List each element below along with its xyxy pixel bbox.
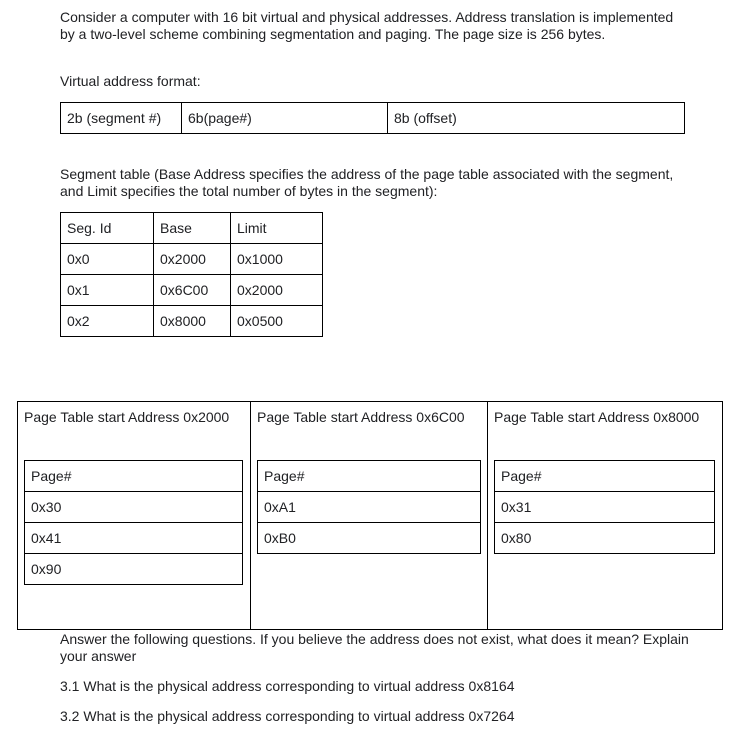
base-cell: 0x2000 [154, 244, 231, 275]
segment-bits-cell: 2b (segment #) [61, 103, 182, 134]
page-table-2-entries [257, 460, 481, 554]
offset-bits-cell: 8b (offset) [388, 103, 685, 134]
page-entry-cell: 0x31 [495, 492, 715, 523]
page-entry-cell: 0x30 [25, 492, 243, 523]
address-format-table [60, 102, 685, 134]
table-row [495, 523, 715, 554]
segment-table [60, 212, 323, 337]
limit-cell: 0x2000 [231, 275, 323, 306]
page-entry-cell: 0x41 [25, 523, 243, 554]
table-row [258, 492, 481, 523]
page-table-3 [487, 402, 722, 629]
header-limit: Limit [231, 213, 323, 244]
seg-id-cell: 0x0 [61, 244, 154, 275]
table-row [25, 492, 243, 523]
limit-cell: 0x1000 [231, 244, 323, 275]
base-cell: 0x6C00 [154, 275, 231, 306]
page-tables-container [17, 401, 723, 630]
base-cell: 0x8000 [154, 306, 231, 337]
table-row [61, 244, 323, 275]
format-label: Virtual address format: [60, 73, 201, 89]
page-table-1 [18, 402, 250, 629]
table-row [25, 523, 243, 554]
page-table-2-title: Page Table start Address 0x6C00 [257, 409, 465, 425]
segment-table-header [61, 213, 323, 244]
page-header-cell: Page# [258, 461, 481, 492]
table-row [258, 523, 481, 554]
table-row [25, 461, 243, 492]
page-table-1-entries [24, 460, 243, 585]
segment-table-caption: Segment table (Base Address specifies the address of the page table associated with the segment, and Limit specifies the total number of bytes in the segment): [60, 166, 674, 199]
question-3-1: 3.1 What is the physical address corresponding to virtual address 0x8164 [60, 678, 515, 694]
page-header-cell: Page# [495, 461, 715, 492]
page-table-1-title: Page Table start Address 0x2000 [24, 409, 230, 425]
intro-paragraph: Consider a computer with 16 bit virtual and physical addresses. Address translation is implemented by a two-level scheme combining segmentation and paging. The page size is 256 bytes. [60, 9, 674, 42]
page-bits-cell: 6b(page#) [182, 103, 388, 134]
table-row [495, 461, 715, 492]
questions-instructions: Answer the following questions. If you believe the address does not exist, what does it mean? Explain your answer [60, 631, 689, 664]
table-row [61, 306, 323, 337]
page-table-2 [250, 402, 488, 629]
table-row [25, 554, 243, 585]
page-table-3-entries [494, 460, 715, 554]
question-3-2: 3.2 What is the physical address corresponding to virtual address 0x7264 [60, 708, 515, 724]
page-header-cell: Page# [25, 461, 243, 492]
seg-id-cell: 0x2 [61, 306, 154, 337]
seg-id-cell: 0x1 [61, 275, 154, 306]
table-row [495, 492, 715, 523]
page-entry-cell: 0x90 [25, 554, 243, 585]
page-entry-cell: 0xA1 [258, 492, 481, 523]
page-table-3-title: Page Table start Address 0x8000 [494, 409, 700, 425]
table-row [61, 275, 323, 306]
page-entry-cell: 0x80 [495, 523, 715, 554]
header-seg-id: Seg. Id [61, 213, 154, 244]
address-format-row [61, 103, 685, 134]
page-entry-cell: 0xB0 [258, 523, 481, 554]
table-row [258, 461, 481, 492]
limit-cell: 0x0500 [231, 306, 323, 337]
header-base: Base [154, 213, 231, 244]
